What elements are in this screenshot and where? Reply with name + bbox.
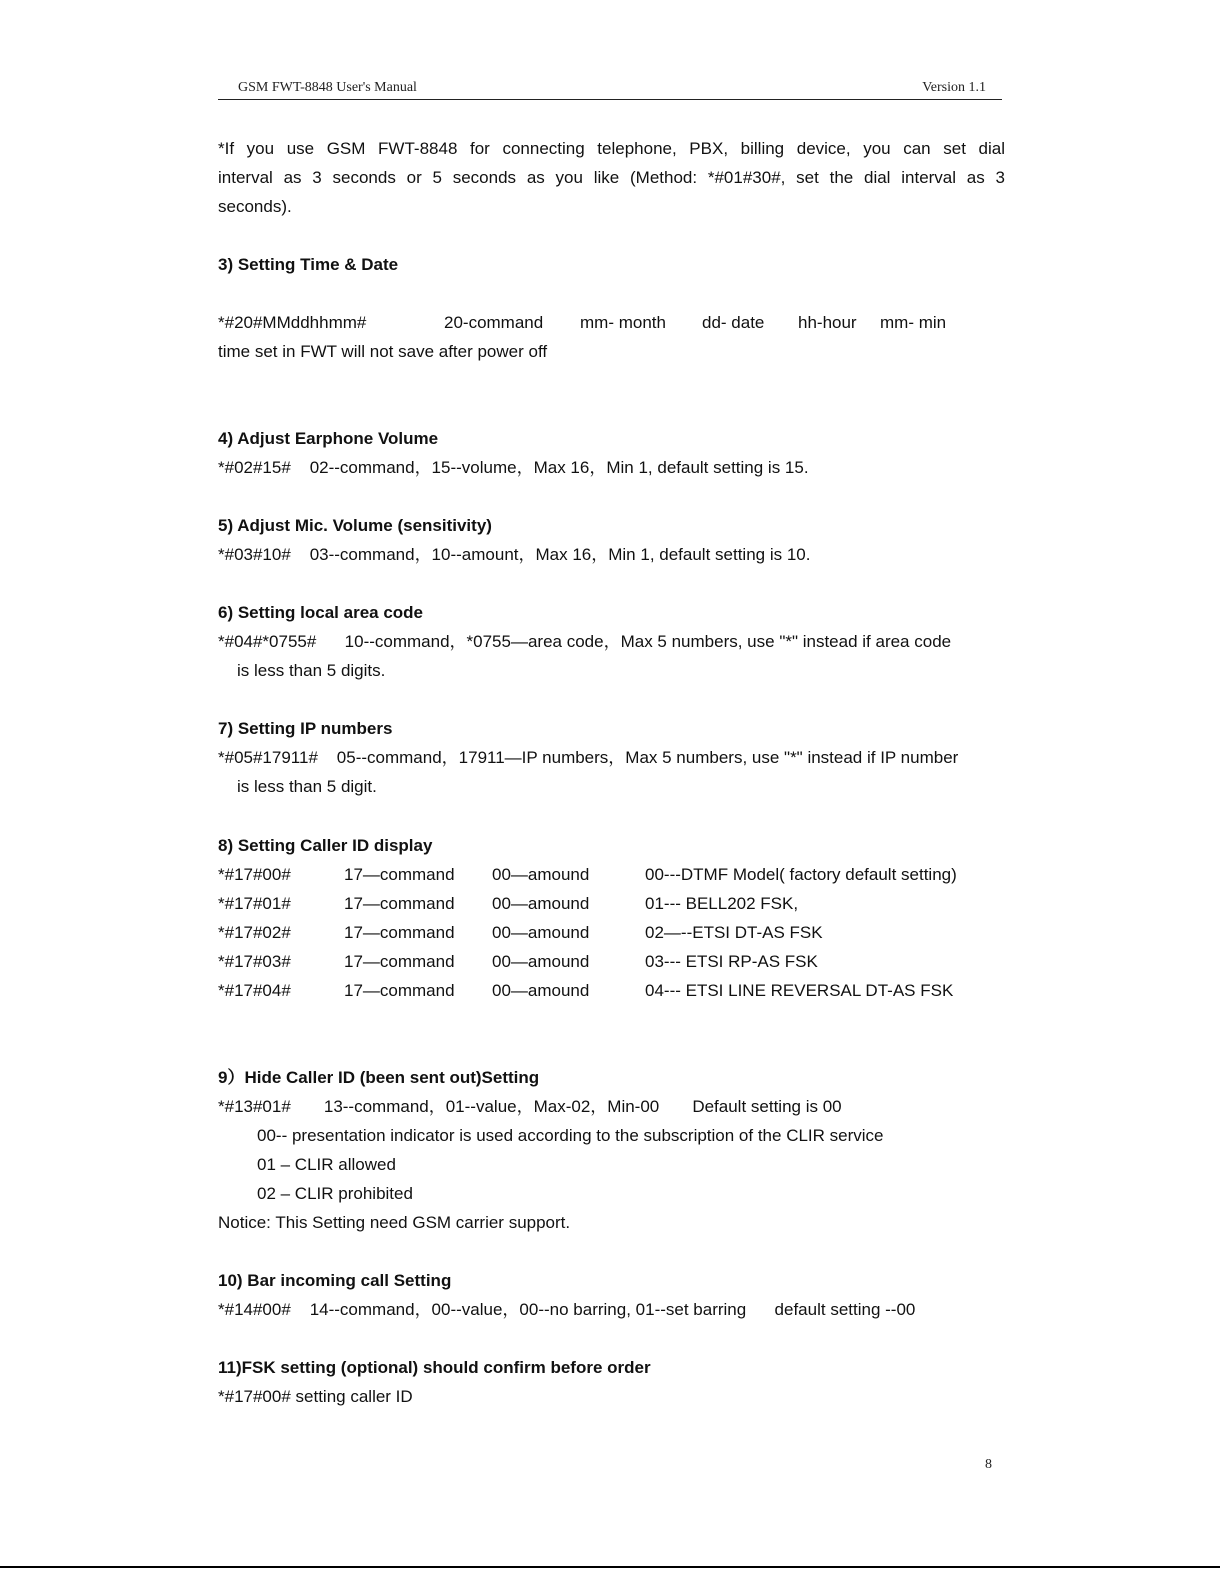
hide-id-line: *#13#01# 13--command，01--value，Max-02，Min-00 Default setting is 00 (218, 1097, 842, 1116)
caller-id-desc: 03--- ETSI RP-AS FSK (645, 952, 818, 971)
caller-id-cmd: 17—command (344, 894, 455, 913)
section-3-heading: 3) Setting Time & Date (218, 255, 399, 274)
section-7-heading: 7) Setting IP numbers (218, 719, 393, 738)
page-number: 8 (985, 1457, 992, 1472)
mic-line: *#03#10# 03--command，10--amount，Max 16，Min 1, default setting is 10. (218, 545, 811, 564)
ip-line-1: *#05#17911# 05--command，17911—IP numbers，Max 5 numbers, use "*" instead if IP number (218, 748, 959, 767)
section-6-heading: 6) Setting local area code (218, 603, 424, 622)
section-9-heading: 9）Hide Caller ID (been sent out)Setting (218, 1068, 540, 1087)
caller-id-amount: 00—amound (492, 865, 590, 884)
time-cmd: 20-command (444, 313, 544, 332)
intro-line-1: *If you use GSM FWT-8848 for connecting telephone, PBX, billing device, you can set dial (218, 139, 1005, 158)
time-hour: hh-hour (798, 313, 857, 332)
time-date: dd- date (702, 313, 765, 332)
clir-option-02: 02 – CLIR prohibited (257, 1184, 413, 1203)
caller-id-amount: 00—amound (492, 894, 590, 913)
section-8-heading: 8) Setting Caller ID display (218, 836, 433, 855)
caller-id-amount: 00—amound (492, 923, 590, 942)
area-code-line-2: is less than 5 digits. (237, 661, 386, 680)
page-bottom-rule (0, 1566, 1220, 1568)
clir-option-01: 01 – CLIR allowed (257, 1155, 396, 1174)
intro-line-3: seconds). (218, 197, 292, 216)
caller-id-code: *#17#03# (218, 952, 291, 971)
caller-id-cmd: 17—command (344, 952, 455, 971)
time-month: mm- month (580, 313, 666, 332)
section-5-heading: 5) Adjust Mic. Volume (sensitivity) (218, 516, 492, 535)
caller-id-cmd: 17—command (344, 981, 455, 1000)
header-rule (218, 99, 1002, 100)
section-4-heading: 4) Adjust Earphone Volume (218, 429, 439, 448)
time-note: time set in FWT will not save after power off (218, 342, 548, 361)
time-min: mm- min (880, 313, 947, 332)
time-code: *#20#MMddhhmm# (218, 313, 367, 332)
header-title: GSM FWT-8848 User's Manual (238, 80, 417, 95)
header-version: Version 1.1 (922, 80, 986, 95)
caller-id-code: *#17#04# (218, 981, 291, 1000)
ip-line-2: is less than 5 digit. (237, 777, 377, 796)
area-code-line-1: *#04#*0755# 10--command，*0755—area code，Max 5 numbers, use "*" instead if area code (218, 632, 952, 651)
earphone-line: *#02#15# 02--command，15--volume，Max 16，Min 1, default setting is 15. (218, 458, 809, 477)
carrier-notice: Notice: This Setting need GSM carrier support. (218, 1213, 571, 1232)
caller-id-code: *#17#00# (218, 865, 291, 884)
intro-line-2: interval as 3 seconds or 5 seconds as you like (Method: *#01#30#, set the dial interval as 3 (218, 168, 1005, 187)
section-10-heading: 10) Bar incoming call Setting (218, 1271, 452, 1290)
section-11-heading: 11)FSK setting (optional) should confirm before order (218, 1358, 651, 1377)
caller-id-amount: 00—amound (492, 952, 590, 971)
caller-id-cmd: 17—command (344, 865, 455, 884)
caller-id-cmd: 17—command (344, 923, 455, 942)
caller-id-amount: 00—amound (492, 981, 590, 1000)
caller-id-desc: 04--- ETSI LINE REVERSAL DT-AS FSK (645, 981, 954, 1000)
caller-id-desc: 02—--ETSI DT-AS FSK (645, 923, 823, 942)
caller-id-code: *#17#01# (218, 894, 291, 913)
clir-option-00: 00-- presentation indicator is used according to the subscription of the CLIR service (257, 1126, 884, 1145)
bar-call-line: *#14#00# 14--command，00--value，00--no barring, 01--set barring default setting --00 (218, 1300, 916, 1319)
caller-id-desc: 00---DTMF Model( factory default setting) (645, 865, 957, 884)
caller-id-desc: 01--- BELL202 FSK, (645, 894, 799, 913)
fsk-line: *#17#00# setting caller ID (218, 1387, 413, 1406)
caller-id-code: *#17#02# (218, 923, 291, 942)
